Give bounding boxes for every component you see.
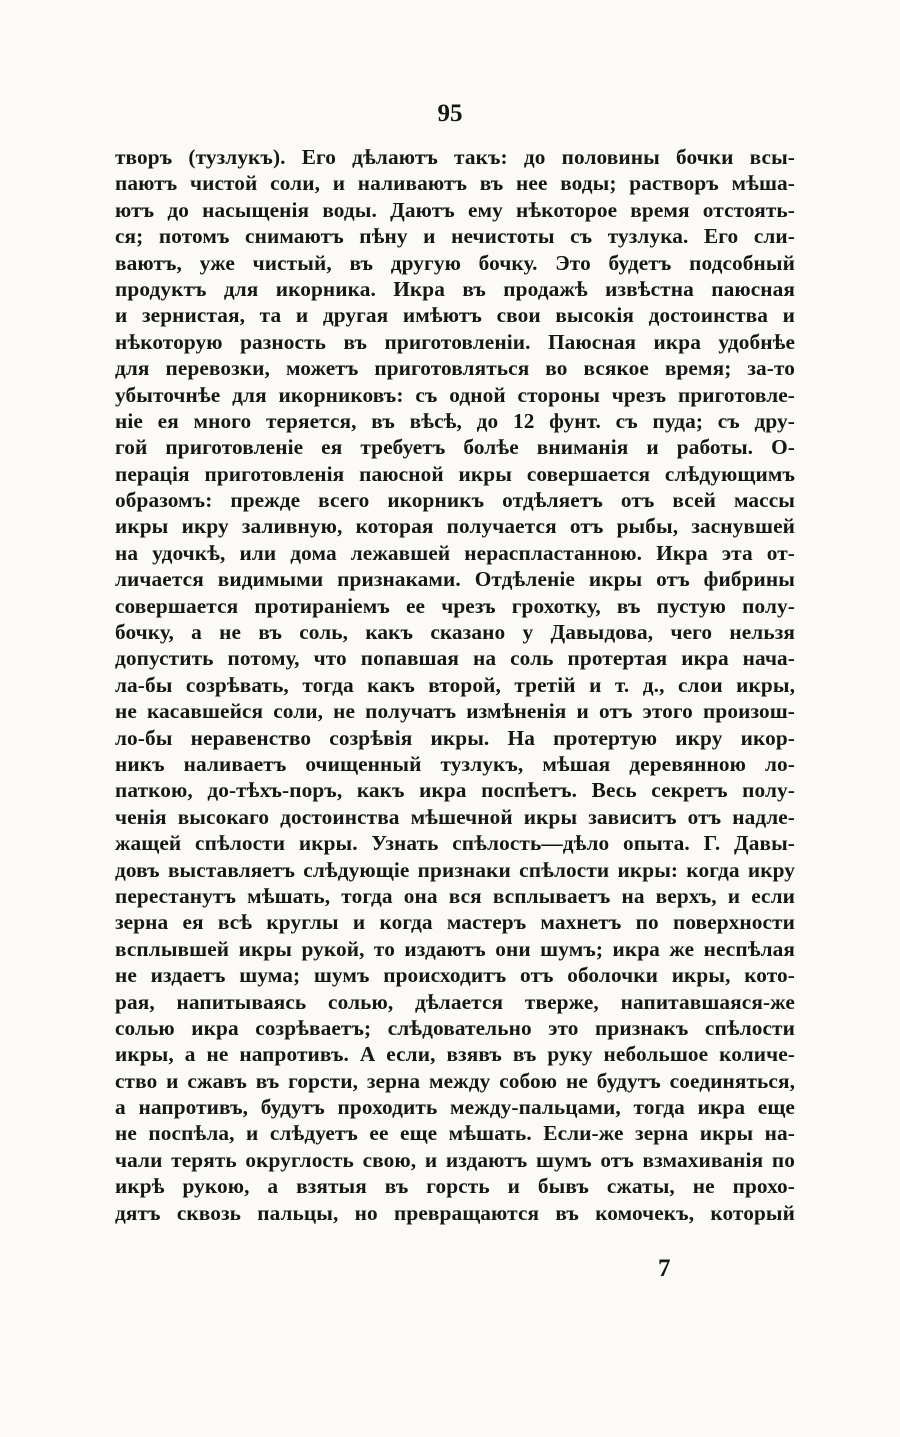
text-line: личается видимыми признаками. Отдѣленіе икры отъ фибрины (115, 567, 795, 592)
text-line: ство и сжавъ въ горсти, зерна между собою не будутъ соединяться, (115, 1068, 795, 1093)
text-line: довъ выставляетъ слѣдующіе признаки спѣлости икры: когда икру (115, 857, 795, 882)
text-line: всплывшей икры рукой, то издаютъ они шумъ; икра же неспѣлая (115, 936, 795, 961)
text-line: перація приготовленія паюсной икры совершается слѣдующимъ (115, 461, 795, 486)
text-line: ла-бы созрѣвать, тогда какъ второй, третій и т. д., слои икры, (115, 672, 795, 697)
text-line: не поспѣла, и слѣдуетъ ее еще мѣшать. Если-же зерна икры на- (115, 1121, 795, 1146)
text-line: икрѣ рукою, а взятыя въ горсть и бывъ сжаты, не прохо- (115, 1174, 795, 1199)
text-line: продуктъ для икорника. Икра въ продажѣ извѣстна паюсная (115, 276, 795, 301)
text-line: ло-бы неравенство созрѣвія икры. На протертую икру икор- (115, 725, 795, 750)
text-line: ніе ея много теряется, въ вѣсѣ, до 12 фунт. съ пуда; съ дру- (115, 408, 795, 433)
text-line: убыточнѣе для икорниковъ: съ одной стороны чрезъ приготовле- (115, 382, 795, 407)
text-line: икры, а не напротивъ. А если, взявъ въ руку небольшое количе- (115, 1042, 795, 1067)
text-line: не касавшейся соли, не получатъ измѣненія и отъ этого произош- (115, 699, 795, 724)
text-line: дятъ сквозь пальцы, но превращаются въ комочекъ, который (115, 1200, 795, 1225)
signature-mark: 7 (658, 1255, 671, 1282)
text-line: и зернистая, та и другая имѣютъ свои высокія достоинства и (115, 303, 795, 328)
text-line: ся; потомъ снимаютъ пѣну и нечистоты съ тузлука. Его сли- (115, 224, 795, 249)
body-text (115, 144, 795, 1226)
page-number: 95 (437, 100, 463, 127)
text-line: образомъ: прежде всего икорникъ отдѣляетъ отъ всей массы (115, 488, 795, 513)
text-line: нѣкоторую разность въ приготовленіи. Паюсная икра удобнѣе (115, 329, 795, 354)
text-line: рая, напитываясь солью, дѣлается тверже, напитавшаяся-же (115, 989, 795, 1014)
text-line: паютъ чистой соли, и наливаютъ въ нее воды; растворъ мѣша- (115, 171, 795, 196)
text-line: а напротивъ, будутъ проходить между-пальцами, тогда икра еще (115, 1095, 795, 1120)
text-line: не издаетъ шума; шумъ происходитъ отъ оболочки икры, кото- (115, 963, 795, 988)
text-line: творъ (тузлукъ). Его дѣлаютъ такъ: до половины бочки всы- (115, 145, 795, 169)
text-line: паткою, до-тѣхъ-поръ, какъ икра поспѣетъ. Весь секретъ полу- (115, 778, 795, 803)
text-line: перестанутъ мѣшать, тогда она вся всплываетъ на верхъ, и если (115, 883, 795, 908)
text-line: гой приготовленіе ея требуетъ болѣе вниманія и работы. О- (115, 435, 795, 460)
text-line: чали терять округлость свою, и издаютъ шумъ отъ взмахиванія по (115, 1147, 795, 1172)
text-line: для перевозки, можетъ приготовляться во всякое время; за-то (115, 356, 795, 381)
text-line: икры икру заливную, которая получается отъ рыбы, заснувшей (115, 514, 795, 539)
text-line: на удочкѣ, или дома лежавшей нераспластанною. Икра эта от- (115, 540, 795, 565)
text-line: ютъ до насыщенія воды. Даютъ ему нѣкоторое время отстоять- (115, 197, 795, 222)
text-line: зерна ея всѣ круглы и когда мастеръ махнетъ по поверхности (115, 910, 795, 935)
text-line: бочку, а не въ соль, какъ сказано у Давыдова, чего нельзя (115, 620, 795, 645)
text-line: солью икра созрѣваетъ; слѣдовательно это признакъ спѣлости (115, 1015, 795, 1040)
text-line: никъ наливаетъ очищенный тузлукъ, мѣшая деревянною ло- (115, 751, 795, 776)
text-line: ваютъ, уже чистый, въ другую бочку. Это будетъ подсобный (115, 250, 795, 275)
text-line: ченія высокаго достоинства мѣшечной икры зависитъ отъ надле- (115, 804, 795, 829)
text-line: допустить потому, что попавшая на соль протертая икра нача- (115, 646, 795, 671)
text-line: жащей спѣлости икры. Узнать спѣлость—дѣло опыта. Г. Давы- (115, 831, 795, 856)
text-line: совершается протираніемъ ее чрезъ грохотку, въ пустую полу- (115, 593, 795, 618)
